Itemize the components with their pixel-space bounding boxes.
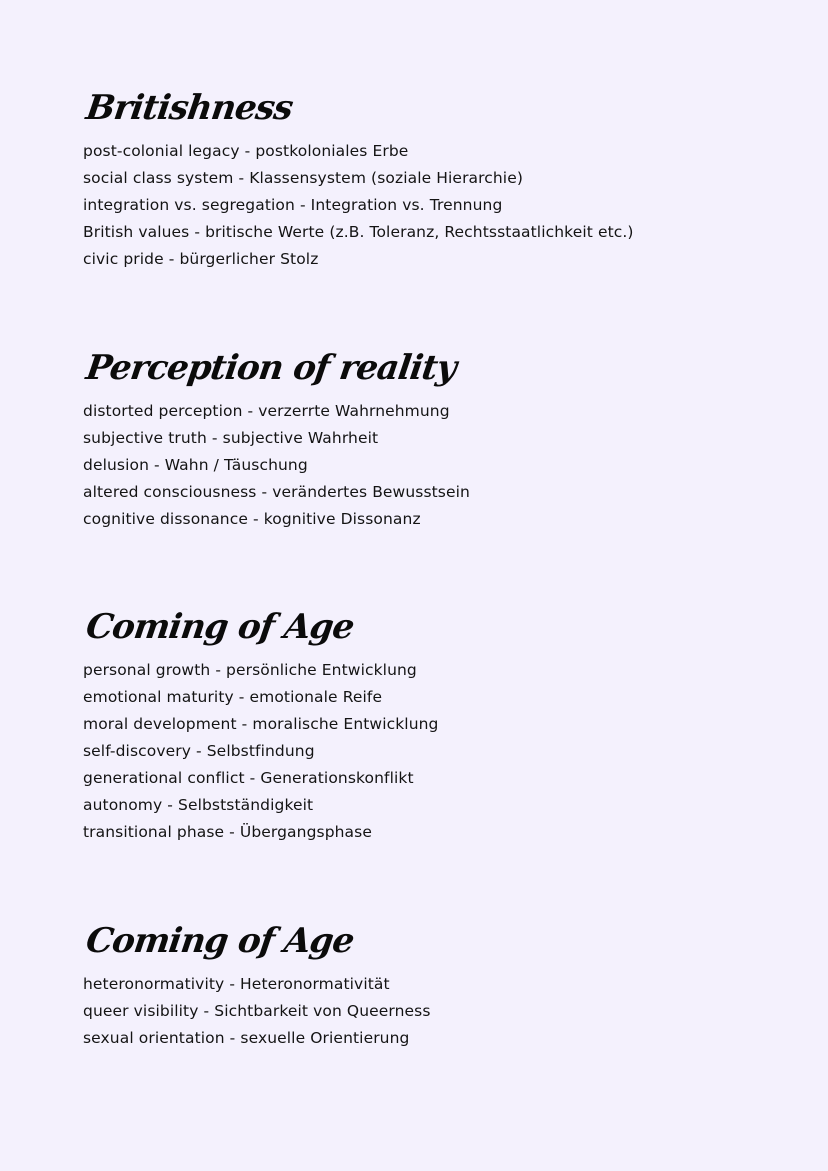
- vocab-item: moral development - moralische Entwicklung: [83, 715, 439, 733]
- vocab-item: cognitive dissonance - kognitive Dissonanz: [83, 510, 421, 528]
- vocab-item: transitional phase - Übergangsphase: [83, 823, 372, 841]
- vocab-item: autonomy - Selbstständigkeit: [83, 796, 314, 814]
- vocab-item: social class system - Klassensystem (soziale Hierarchie): [83, 169, 524, 187]
- vocab-item: altered consciousness - verändertes Bewusstsein: [83, 483, 470, 501]
- vocab-item: self-discovery - Selbstfindung: [83, 742, 315, 760]
- vocab-item: subjective truth - subjective Wahrheit: [83, 429, 379, 447]
- section-coming-of-age-2: [83, 921, 783, 1052]
- vocabulary-list: [83, 398, 783, 533]
- vocab-item: post-colonial legacy - postkoloniales Erbe: [83, 142, 409, 160]
- section-perception-of-reality: [83, 348, 783, 533]
- vocab-item: heteronormativity - Heteronormativität: [83, 975, 390, 993]
- vocab-item: integration vs. segregation - Integration vs. Trennung: [83, 196, 503, 214]
- section-britishness: [83, 88, 783, 273]
- vocab-item: civic pride - bürgerlicher Stolz: [83, 250, 319, 268]
- vocab-item: British values - britische Werte (z.B. Toleranz, Rechtsstaatlichkeit etc.): [83, 223, 634, 241]
- section-heading: Perception of reality: [83, 348, 459, 388]
- vocab-item: emotional maturity - emotionale Reife: [83, 688, 383, 706]
- vocabulary-list: [83, 971, 783, 1052]
- vocabulary-list: [83, 657, 783, 846]
- vocab-item: queer visibility - Sichtbarkeit von Queerness: [83, 1002, 431, 1020]
- vocab-item: distorted perception - verzerrte Wahrnehmung: [83, 402, 450, 420]
- vocab-item: generational conflict - Generationskonflikt: [83, 769, 414, 787]
- vocab-item: delusion - Wahn / Täuschung: [83, 456, 308, 474]
- section-coming-of-age: [83, 607, 783, 846]
- section-heading: Coming of Age: [83, 921, 357, 961]
- vocabulary-list: [83, 138, 783, 273]
- vocab-item: personal growth - persönliche Entwicklung: [83, 661, 417, 679]
- vocab-item: sexual orientation - sexuelle Orientierung: [83, 1029, 410, 1047]
- section-heading: Britishness: [83, 88, 295, 128]
- section-heading: Coming of Age: [83, 607, 357, 647]
